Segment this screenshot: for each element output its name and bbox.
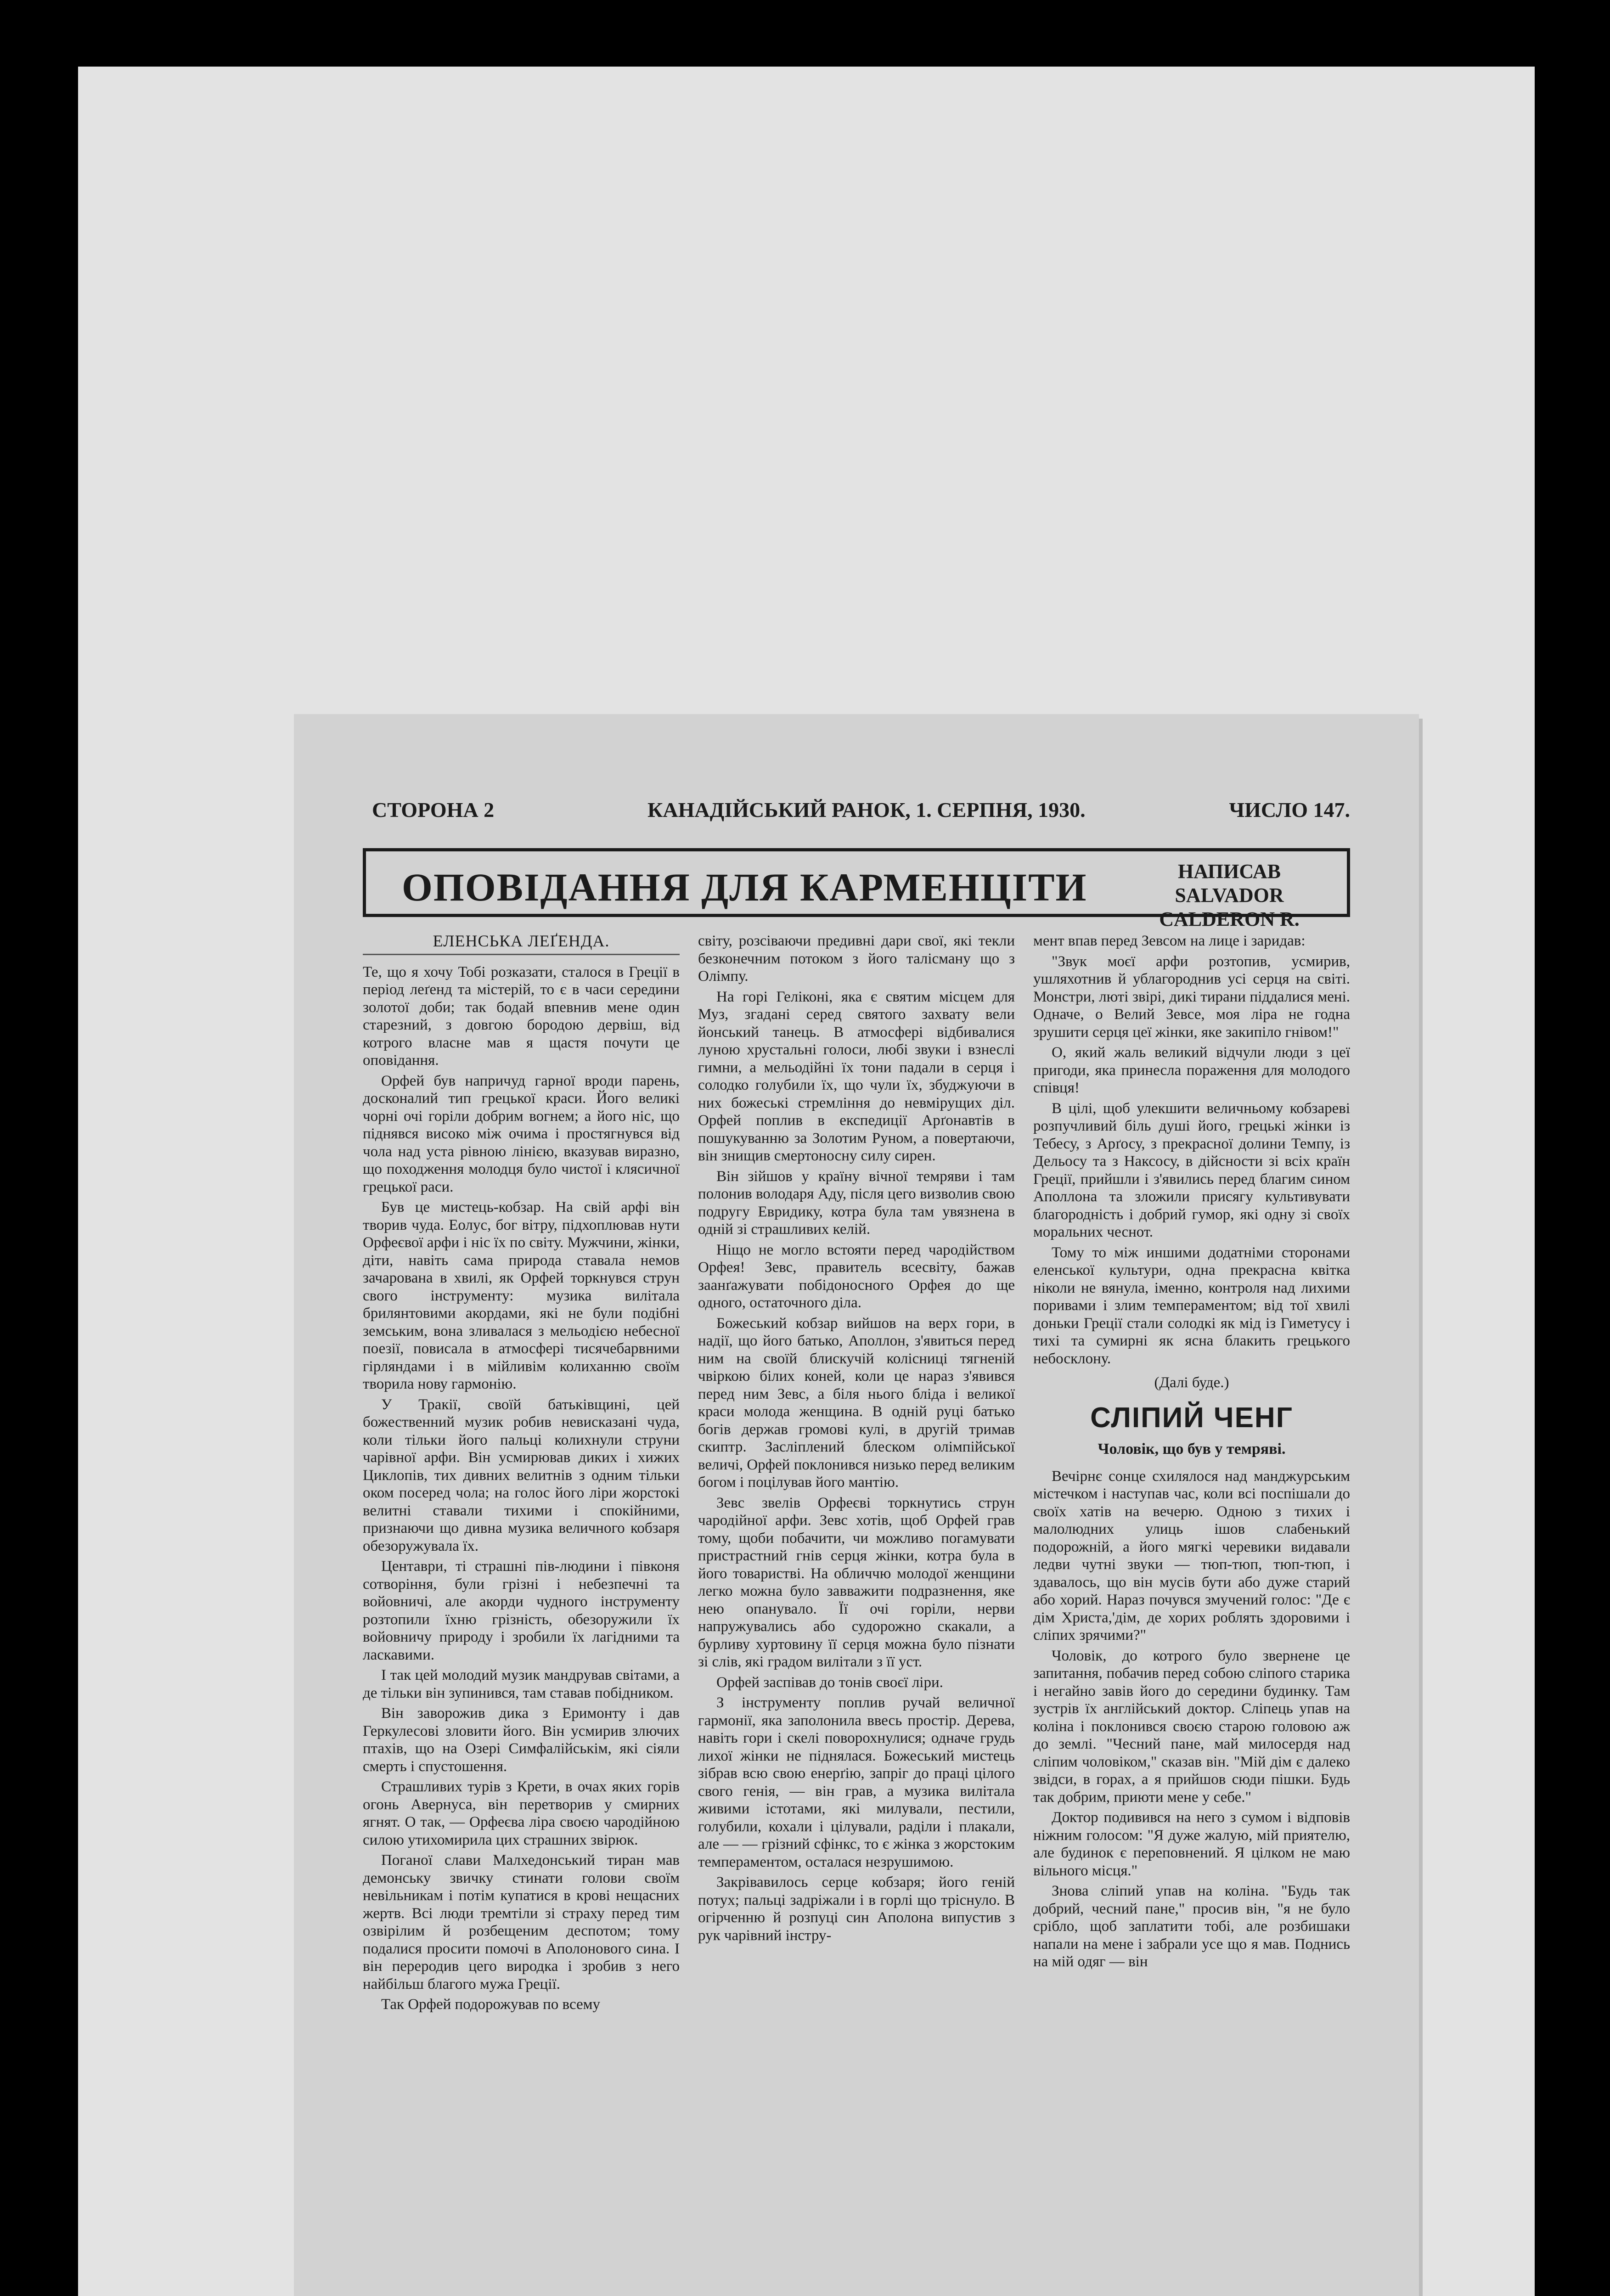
- paragraph: Знова сліпий упав на коліна. "Будь так добрий, чесний пане," просив він, "я не було срібло, щоб заплатити тобі, але розбишаки напали на мене і забрали усе що я мав. Поднись на мій одяг — він: [1033, 1883, 1350, 1970]
- byline-label: НАПИСАВ: [1177, 860, 1281, 883]
- paragraph: Орфей був напричуд гарної вроди парень, досконалий тип грецької краси. Його великі чорні очі горіли добрим вогнем; а його ніс, що піднявся високо між очима і простягнувся від чола над уста рівною лінією, вказував виразно, що походження молодця було чистої і клясичної грецької раси.: [363, 1072, 680, 1195]
- article-title: ОПОВІДАННЯ ДЛЯ КАРМЕНЦІТИ: [402, 865, 1087, 909]
- paragraph: Вечірнє сонце схилялося над манджурським містечком і наступав час, коли всі поспішали до своїх хатів на вечерю. Одною з тихих і малолюдних улиць ішов слабенький подорожній, а його мягкі черевики видавали ледви чутні звуки — тюп-тюп, тюп-тюп, і здавалось, що він мусів бути або дуже старий або хорий. Нараз почувся змучений голос: "Де є дім Христа,'дім, де хорих роблять здоровими і сліпих зрячими?": [1033, 1468, 1350, 1643]
- paragraph: Центаври, ті страшні пів-людини і півконя сотворіння, були грізні і небезпечні та войовничі, але акорди чудного інструменту розтопили їхню грізність, обезоружили їх войовничу природу і зробили їх лагідними та ласкавими.: [363, 1558, 680, 1663]
- column-3: [1033, 932, 1350, 1974]
- paragraph: Страшливих турів з Крети, в очах яких горів огонь Авернуса, він перетворив у смирних ягнят. О так, — Орфеєва ліра своєю чародійною силою утихомирила цих страшних звірюк.: [363, 1778, 680, 1848]
- paragraph: Був це мистець-кобзар. На свій арфі він творив чуда. Еолус, бог вітру, підхоплював нути Орфеєвої арфи і ніс їх по світу. Мужчини, жінки, діти, навіть сама природа ставала немов зачарована в хвилі, як Орфей торкнувся струн свого інструменту: музика вилітала брилянтовими акордами, які не були подібні земським, вона зливалася з мельодією небесної поезії, повисала в атмосфері тисячебарвними гірляндами і в мійливім колиханню своїм творила нову гармонію.: [363, 1199, 680, 1392]
- paragraph: І так цей молодий музик мандрував світами, а де тільки він зупинився, там ставав побідником.: [363, 1667, 680, 1701]
- paragraph: Божеський кобзар вийшов на верх гори, в надії, що його батько, Аполлон, з'явиться перед ним на своїй блискучій колісниці тягненій чвіркою білих коней, коли це нараз з'явився перед ним Зевс, а біля нього бліда і великої краси молода женщина. В одній руці батько богів держав громові кулі, в другій тримав скиптр. Засліплений блеском олімпійської величі, Орфей поклонився низько перед великим богом і поцілував його мантію.: [698, 1315, 1015, 1491]
- to-be-continued: (Далі буде.): [1154, 1374, 1229, 1391]
- paragraph: Зевс звелів Орфеєві торкнутись струн чародійної арфи. Зевс хотів, щоб Орфей грав тому, щоби побачити, чи можливо погамувати пристрастний гнів серця жінки, котра була в його товаристві. На обличчю молодої женщини легко можна було завважити подразнення, яке нею опанувало. Її очі горіли, нерви напружувались або судорожно скакали, а бурливу хуртовину її серця можна було пізнати зі слів, які градом вилітали з її уст.: [698, 1494, 1015, 1670]
- paragraph: На горі Геліконі, яка є святим місцем для Муз, згадані серед святого захвату вели йонський танець. В атмосфері відбивалися луною хрустальні голоси, любі звуки і взнеслі гимни, а мельодійні їх тони падали в серця і солодко голубили їх, що чули їх, збуджуючи в них божеські стремління до невмірущих діл. Орфей поплив в експедиції Арґонавтів в пошукуванню за Золотим Руном, а повертаючи, він знищив смертоносну силу сирен.: [698, 988, 1015, 1164]
- paragraph: О, який жаль великий відчули люди з цеї пригоди, яка принесла пораження для молодого співця!: [1033, 1044, 1350, 1096]
- paragraph: Орфей заспівав до тонів своєї ліри.: [716, 1674, 943, 1691]
- paragraph: Тому то між иншими додатніми сторонами еленської культури, одна прекрасна квітка ніколи не вянула, іменно, контроля над лихими поривами і злим темпераментом; від тої хвилі доньки Греції стали солодкі як мід із Гиметусу і тихі та сумирні як ясна блакить грецького небосклону.: [1033, 1244, 1350, 1367]
- masthead-dateline: КАНАДІЙСЬКИЙ РАНОК, 1. СЕРПНЯ, 1930.: [647, 798, 1086, 822]
- article-subtitle: ЕЛЕНСЬКА ЛЕҐЕНДА.: [433, 932, 610, 950]
- paragraph: Він заворожив дика з Еримонту і дав Геркулесові зловити його. Він усмирив злючих птахів, що на Озері Симфалійськім, які сіяли смерть і спустошення.: [363, 1705, 680, 1775]
- paragraph: мент впав перед Зевсом на лице і заридав:: [1033, 933, 1306, 949]
- article-title-box: [363, 848, 1350, 930]
- newspaper-page: [294, 714, 1419, 2296]
- subtitle-rule: [363, 954, 680, 955]
- paragraph: Так Орфей подорожував по всему: [381, 1996, 601, 2013]
- paragraph: Він зійшов у країну вічної темряви і там полонив володаря Аду, після цего визволив свою подругу Евридику, котра була там увязнена в одній зі страшливих келій.: [698, 1168, 1015, 1238]
- author-name: SALVADOR CALDERON R.: [1159, 884, 1300, 930]
- paragraph: Ніщо не могло встояти перед чародійством Орфея! Зевс, правитель всесвіту, бажав заанґажувати побідоносного Орфея до ще одного, остаточного діла.: [698, 1241, 1015, 1311]
- paragraph: Чоловік, до котрого було звернене це запитання, побачив перед собою сліпого старика і негайно завів його до середини будинку. Там зустрів їх англійський доктор. Сліпець упав на коліна і поклонився своєю старою головою аж до землі. "Чесний пане, май милосердя над сліпим чоловіком," сказав він. "Мій дім є далеко звідси, в горах, а я прийшов сюди пішки. Будь так добрим, приюти мене у себе.": [1033, 1647, 1350, 1806]
- column-2: [698, 932, 1015, 1947]
- paragraph: Закрівавилось серце кобзаря; його геній потух; пальці задріжали і в горлі що тріснуло. В огірченню й розпуці син Аполона випустив з рук чарівний інстру-: [698, 1874, 1015, 1944]
- paragraph: світу, розсіваючи предивні дари свої, які текли безконечним потоком з його талісману що з Олімпу.: [698, 933, 1015, 985]
- paragraph: З інструменту поплив ручай величної гармонії, яка заполонила ввесь простір. Дерева, навіть гори і скелі поворохнулися; одначе грудь лихої жінки не піднялася. Божеський мистець зібрав всю свою енерґію, запріг до праці цілого свого генія, — він грав, а музика вилітала живими істотами, які милували, пестили, голубили, кохали і цілували, раділи і плакали, але — — грізний сфінкс, то є жінка з жорстоким темпераментом, осталася незрушимою.: [698, 1694, 1015, 1870]
- paragraph: У Тракії, своїй батьківщині, цей божественний музик робив невисказані чуда, коли тільки його пальці колихнули струни чарівної арфи. Він усмирював диких і хижих Циклопів, тих дивних велитнів з одним тільки оком посеред чола; на голос його ліри жорстокі велитні ставали тихими і спокійними, признаючи що дивна музика величного кобзаря обезоружувала їх.: [363, 1396, 680, 1554]
- paragraph: "Звук моєї арфи розтопив, усмирив, ушляхотнив й ублагороднив усі серця на світі. Монстри, люті звірі, дикі тирани піддалися мені. Одначе, о Велий Зевсе, моя ліра не годна зрушити серця цеї жінки, яке закипіло гнівом!": [1033, 953, 1350, 1041]
- page-number: СТОРОНА 2: [372, 798, 495, 822]
- issue-number: ЧИСЛО 147.: [1229, 798, 1350, 822]
- paragraph: Поганої слави Малхедонський тиран мав демонську звичку стинати голови своїм невільникам і потім купатися в крові нещасних жертв. Всі люди тремтіли зі страху перед тим озвірілим й розбещеним деспотом; тому подалися просити помочі в Аполонового сина. І він переродив цего виродка і зробив з него найбільш благого мужа Греції.: [363, 1852, 680, 1992]
- paragraph: Доктор подивився на него з сумом і відповів ніжним голосом: "Я дуже жалую, мій приятелю, але будинок є переповнений. Я цілком не маю вільного місця.": [1033, 1809, 1350, 1879]
- story-subtitle: Чоловік, що був у темряві.: [1098, 1441, 1286, 1458]
- paragraph: В цілі, щоб улекшити величньому кобзареві розпучливий біль душі його, грецькі жінки із Тебесу, з Арґосу, з прекрасної долини Темпу, із Дельосу та з Наксосу, в дійсности зі всіх країн Греції, прийшли і з'явились перед благим сином Аполлона та зложили присягу культивувати благородність і добрий гумор, які одну зі своїх моральних чеснот.: [1033, 1100, 1350, 1240]
- paragraph: Те, що я хочу Тобі розказати, сталося в Греції в період леґенд та містерій, то є в часи середини золотої доби; так бодай впевнив мене один старезний, з довгою бородою дервіш, від котрого власне мав я щастя почути це оповідання.: [363, 963, 680, 1069]
- column-1: [363, 932, 680, 2016]
- story-title: СЛІПИЙ ЧЕНГ: [1090, 1401, 1293, 1434]
- byline: [1121, 860, 1337, 931]
